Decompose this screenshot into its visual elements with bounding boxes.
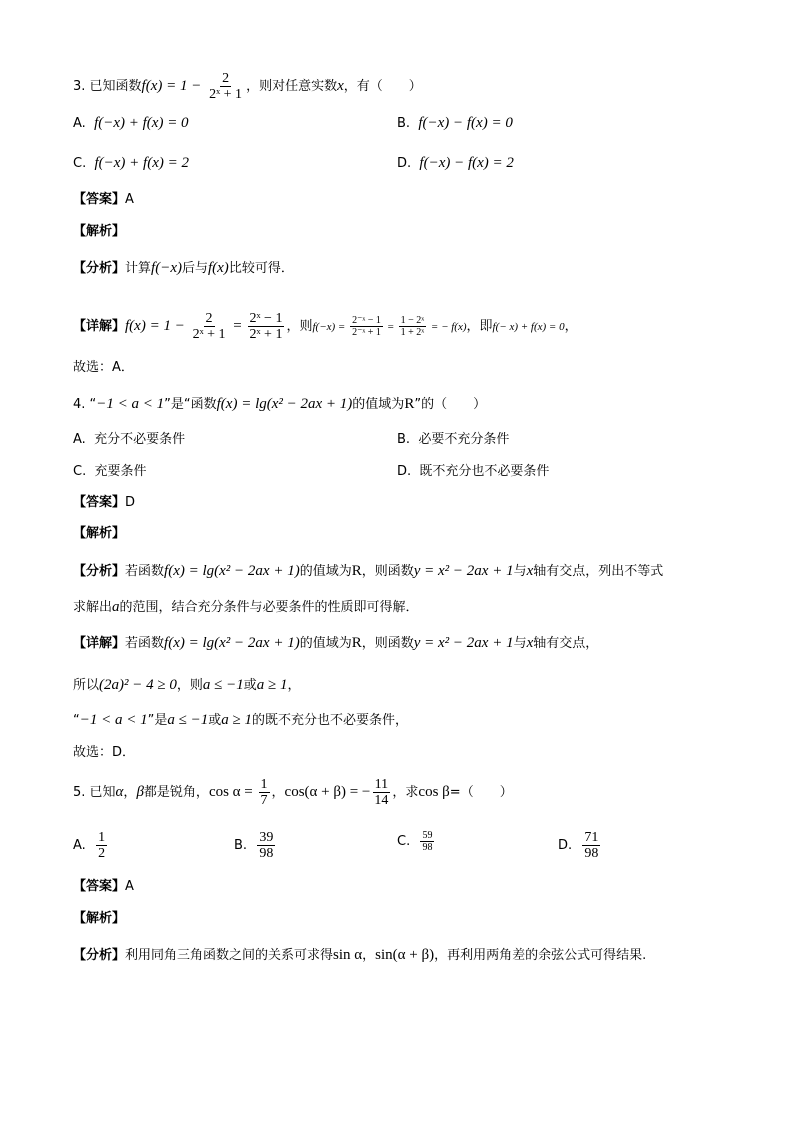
q3-xiangjie [73, 311, 578, 342]
q5-stem-math: cos β [418, 784, 450, 800]
q4-xj-math: (2a)² − 4 ≥ 0 [99, 677, 177, 693]
q3-conclusion [73, 358, 134, 378]
q4-fx-text: 与 [513, 564, 527, 579]
q5-option-frac [257, 830, 275, 861]
analysis-label: 【解析】 [73, 911, 126, 926]
frac-den: 2⁻ˣ + 1 [352, 327, 381, 338]
q3-option-expr: f(−x) + f(x) = 0 [94, 115, 189, 131]
frac-num: 71 [584, 830, 599, 845]
frac-den: 2 [98, 846, 106, 861]
q3-stem-fraction [207, 71, 244, 102]
q4-fenxi-line2 [73, 597, 419, 618]
q3-xj-frac1 [191, 311, 228, 342]
q4-stem-text: ”是“函数 [164, 397, 217, 412]
q5-option-c [397, 830, 436, 853]
q5-option-letter: A. [73, 838, 86, 853]
frac-den: 98 [584, 846, 599, 861]
frac-num: 2⁻ˣ − 1 [352, 315, 381, 326]
frac-den: 98 [259, 846, 274, 861]
q5-stem-math: cos(α + β) = − [284, 784, 371, 800]
q5-stem-text: ，求 [392, 785, 419, 800]
q3-fenxi [73, 258, 294, 279]
q4-xj-text: 所以 [73, 678, 100, 693]
q3-fenxi-text: 比较可得． [228, 261, 294, 276]
q3-fenxi-text: 后与 [181, 261, 208, 276]
answer-value: A [125, 192, 134, 207]
q4-conclusion [73, 743, 135, 763]
frac-num: 39 [259, 830, 274, 845]
q4-fx-text: 求解出 [73, 600, 113, 615]
q3-option-expr: f(−x) − f(x) = 0 [418, 115, 513, 131]
analysis-label: 【解析】 [73, 526, 126, 541]
q5-option-frac [96, 830, 107, 861]
xiangjie-label: 【详解】 [73, 319, 126, 334]
q5-option-a [73, 830, 109, 861]
q3-stem-prefix: 3. 已知函数 [73, 79, 142, 94]
frac-num: 1 − 2ˣ [400, 315, 425, 326]
q5-stem-text: ， [123, 785, 137, 800]
q3-stem-var: x [337, 78, 344, 94]
q4-fx-math: R [351, 563, 362, 579]
q4-stem-math: f(x) = lg(x² − 2ax + 1) [216, 396, 353, 412]
q5-option-letter: D. [558, 838, 573, 853]
frac-num: 2ˣ − 1 [249, 311, 283, 326]
q3-option-expr: f(−x) − f(x) = 2 [419, 155, 514, 171]
q5-stem-math: β [136, 784, 144, 800]
q3-fenxi-text: 计算 [125, 261, 152, 276]
q3-stem [73, 71, 422, 102]
q5-cos-alpha-frac [259, 777, 270, 808]
q3-xj-math: = − f(x) [428, 321, 467, 333]
q3-xj-text: ， [564, 319, 578, 334]
q4-stem-math: −1 < a < 1 [96, 396, 165, 412]
q3-option-d [397, 153, 514, 174]
frac-num: 1 [98, 830, 106, 845]
q3-fenxi-math: f(−x) [151, 260, 182, 276]
q4-xj-text: ，则 [176, 678, 203, 693]
q3-xj-frac3 [350, 315, 383, 338]
xiangjie-label: 【详解】 [73, 636, 126, 651]
q3-stem-func: f(x) = 1 − [141, 78, 206, 94]
q4-option-letter: D. [397, 464, 412, 479]
q5-stem [73, 777, 513, 808]
answer-value: D [125, 495, 136, 510]
q4-xj-text: 或 [243, 678, 257, 693]
fenxi-label: 【分析】 [73, 948, 126, 963]
q4-xj-text: 的值域为 [299, 636, 352, 651]
q4-option-letter: B. [397, 432, 411, 447]
q5-option-d [558, 830, 602, 861]
q3-stem-end: ，有（ ） [343, 79, 422, 94]
q4-option-text: 充要条件 [94, 464, 147, 479]
answer-label: 【答案】 [73, 879, 126, 894]
q5-cos-ab-frac [372, 777, 390, 808]
frac-den: 1 + 2ˣ [400, 327, 425, 338]
q5-fx-math: sin(α + β) [375, 947, 435, 963]
q5-fx-text: ，再利用两角差的余弦公式可得结果. [434, 948, 647, 963]
q3-xj-frac4 [399, 315, 427, 338]
q5-stem-text: ， [271, 785, 285, 800]
q4-option-a [73, 430, 185, 450]
q3-stem-suffix: ，则对任意实数 [246, 79, 338, 94]
q4-xj-text: 或 [208, 713, 222, 728]
fenxi-label: 【分析】 [73, 564, 126, 579]
q3-xj-eq: = [384, 321, 397, 333]
analysis-label: 【解析】 [73, 224, 126, 239]
q4-fx-math: y = x² − 2ax + 1 [413, 563, 514, 579]
q4-xj-math: x [526, 635, 534, 651]
frac-num: 59 [422, 830, 433, 841]
answer-label: 【答案】 [73, 495, 126, 510]
q4-xj-math: a ≤ −1 [167, 712, 209, 728]
q3-fenxi-math: f(x) [207, 260, 229, 276]
frac-den: 2ˣ + 1 [249, 327, 283, 342]
q3-option-letter: B. [397, 116, 411, 131]
q4-stem-text: 的值域为 [352, 397, 405, 412]
q3-option-b [397, 113, 513, 134]
answer-value: A [125, 879, 134, 894]
q4-fx-text: 的范围，结合充分条件与必要条件的性质即可得解． [119, 600, 419, 615]
q4-xj-text: 轴有交点， [533, 636, 599, 651]
q4-stem [73, 394, 486, 415]
q5-stem-text: 5. 已知 [73, 785, 116, 800]
q3-option-a [73, 113, 189, 134]
frac-den: 14 [374, 793, 389, 808]
q4-fx-text: 若函数 [125, 564, 165, 579]
q4-option-letter: C. [73, 464, 87, 479]
conclusion-text: 故选：A． [73, 360, 134, 375]
q4-xj-math: a ≤ −1 [202, 677, 244, 693]
q4-fx-math: x [526, 563, 534, 579]
q4-xiangjie-line2 [73, 675, 301, 696]
q5-stem-math: cos α = [208, 784, 257, 800]
q3-option-letter: D. [397, 156, 412, 171]
q5-stem-math: α [115, 784, 124, 800]
q4-fenxi-line1 [73, 561, 663, 582]
q4-fx-text: 轴有交点，列出不等式 [533, 564, 664, 579]
q3-option-expr: f(−x) + f(x) = 2 [94, 155, 189, 171]
q3-option-letter: A. [73, 116, 86, 131]
q5-fx-text: ， [362, 948, 376, 963]
q4-option-letter: A. [73, 432, 86, 447]
frac-den: 98 [422, 842, 433, 853]
q5-answer [73, 877, 134, 897]
q4-fx-text: ，则函数 [361, 564, 414, 579]
frac-den: 2ˣ + 1 [192, 327, 226, 342]
q4-analysis-label [73, 524, 125, 544]
frac-num: 1 [260, 777, 268, 792]
q5-option-letter: C. [397, 834, 411, 849]
q5-option-letter: B. [234, 838, 248, 853]
q4-fx-math: f(x) = lg(x² − 2ax + 1) [164, 563, 300, 579]
q4-option-text: 充分不必要条件 [94, 432, 186, 447]
q4-xj-text: 的既不充分也不必要条件， [251, 713, 408, 728]
q5-option-b [234, 830, 277, 861]
q5-stem-text: =（ ） [449, 785, 513, 800]
q5-fx-math: sin α [333, 947, 363, 963]
frac-den: 7 [260, 793, 268, 808]
q4-option-text: 既不充分也不必要条件 [419, 464, 550, 479]
q4-option-c [73, 462, 147, 482]
q4-xj-text: ”是 [147, 713, 168, 728]
q4-answer [73, 493, 135, 513]
q4-option-d [397, 462, 549, 482]
q3-option-letter: C. [73, 156, 87, 171]
q4-xj-text: 与 [513, 636, 527, 651]
q3-xj-frac2 [248, 311, 285, 342]
q3-xj-text: ，即 [466, 319, 493, 334]
q4-option-b [397, 430, 509, 450]
q3-option-c [73, 153, 189, 174]
q5-analysis-label [73, 909, 125, 929]
q3-xj-math: f(−x) = [312, 321, 349, 333]
q4-xj-text: ， [287, 678, 301, 693]
q4-stem-text: ”的（ ） [414, 397, 487, 412]
q4-xj-math: y = x² − 2ax + 1 [413, 635, 514, 651]
q4-xj-math: −1 < a < 1 [79, 712, 148, 728]
q4-xiangjie-line3 [73, 710, 408, 731]
q4-xj-math: f(x) = lg(x² − 2ax + 1) [164, 635, 300, 651]
q4-xj-text: 若函数 [125, 636, 165, 651]
q5-option-frac [582, 830, 600, 861]
q4-fx-text: 的值域为 [299, 564, 352, 579]
q4-fx-math: a [112, 599, 120, 615]
frac-num: 2 [205, 311, 213, 326]
q4-xj-math: R [351, 635, 362, 651]
q5-stem-text: 都是锐角， [143, 785, 209, 800]
q5-option-frac [420, 830, 434, 853]
q4-xj-math: a ≥ 1 [221, 712, 252, 728]
answer-label: 【答案】 [73, 192, 126, 207]
q4-stem-math: R [404, 396, 415, 412]
q4-xiangjie-line1 [73, 633, 598, 654]
frac-num: 11 [374, 777, 389, 792]
q4-stem-text: 4. “ [73, 397, 97, 412]
fenxi-label: 【分析】 [73, 261, 126, 276]
q5-fx-text: 利用同角三角函数之间的关系可求得 [125, 948, 334, 963]
q3-xj-math: f(x) = 1 − [125, 318, 189, 334]
q3-xj-text: ，则 [286, 319, 313, 334]
q4-xj-math: a ≥ 1 [256, 677, 288, 693]
q3-stem-frac-num: 2 [222, 71, 230, 86]
conclusion-text: 故选：D． [73, 745, 136, 760]
q4-xj-text: ，则函数 [361, 636, 414, 651]
q3-xj-eq: = [229, 318, 246, 334]
q5-fenxi [73, 945, 646, 966]
q3-xj-math: f(− x) + f(x) = 0 [492, 321, 565, 333]
q3-stem-frac-den: 2ˣ + 1 [209, 87, 243, 102]
q3-analysis-label [73, 222, 125, 242]
q4-xj-text: “ [73, 713, 80, 728]
q3-answer [73, 190, 134, 210]
q4-option-text: 必要不充分条件 [418, 432, 510, 447]
